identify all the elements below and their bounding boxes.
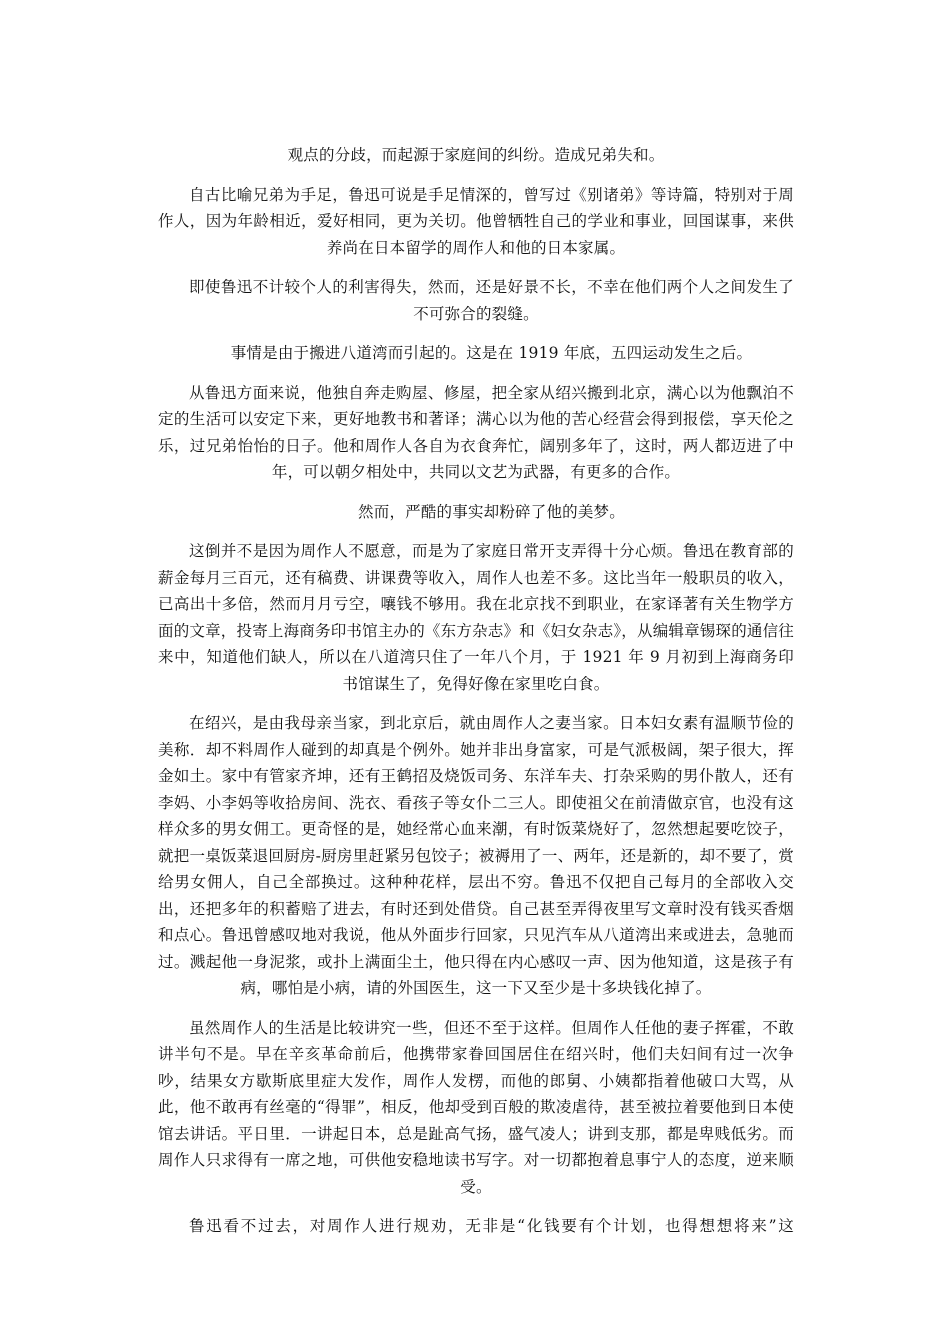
paragraph: 从鲁迅方面来说，他独自奔走购屋、修屋，把全家从绍兴搬到北京，满心以为他飘泊不定的生活可以安定下来，更好地教书和著译；满心以为他的苦心经营会得到报偿，享天伦之乐，过兄弟怡怡的日子。他和周作人各自为衣食奔忙，阔别多年了，这时，两人都迈进了中年，可以朝夕相处中，共同以文艺为武器，有更多的合作。 — [158, 383, 794, 481]
paragraph: 在绍兴，是由我母亲当家，到北京后，就由周作人之妻当家。日本妇女素有温顺节俭的美称．却不料周作人碰到的却真是个例外。她并非出身富家，可是气派极阔，架子很大，挥金如土。家中有管家齐坤，还有王鹤招及烧饭司务、东洋车夫、打杂采购的男仆散人，还有李妈、小李妈等收拾房间、洗衣、看孩子等女仆二三人。即使祖父在前清做京官，也没有这样众多的男女佣工。更奇怪的是，她经常心血来潮，有时饭菜烧好了，忽然想起要吃饺子，就把一桌饭菜退回厨房-厨房里赶紧另包饺子；被褥用了一、两年，还是新的，却不要了，赏给男女佣人，自己全部换过。这种种花样，层出不穷。鲁迅不仅把自己每月的全部收入交出，还把多年的积蓄赔了进去，有时还到处借贷。自己甚至弄得夜里写文章时没有钱买香烟和点心。鲁迅曾感叹地对我说，他从外面步行回家，只见汽车从八道湾出来或进去，急驰而过。溅起他一身泥浆，或扑上满面尘土，他只得在内心感叹一声、因为他知道，这是孩子有病，哪怕是小病，请的外国医生，这一下又至少是十多块钱化掉了。 — [158, 714, 794, 997]
paragraph: 自古比喻兄弟为手足，鲁迅可说是手足情深的，曾写过《别诸弟》等诗篇，特别对于周作人，因为年龄相近，爱好相同，更为关切。他曾牺牲自己的学业和事业，回国谋事，来供养尚在日本留学的周作人和他的日本家属。 — [158, 185, 794, 257]
paragraph: 观点的分歧，而起源于家庭间的纠纷。造成兄弟失和。 — [287, 146, 665, 164]
paragraph: 然而，严酷的事实却粉碎了他的美梦。 — [358, 502, 625, 521]
paragraph: 虽然周作人的生活是比较讲究一些，但还不至于这样。但周作人任他的妻子挥霍，不敢讲半句不是。早在辛亥革命前后，他携带家眷回国居住在绍兴时，他们夫妇间有过一次争吵，结果女方歇斯底里症大发作，周作人发楞，而他的郎舅、小姨都指着他破口大骂，从此，他不敢再有丝毫的“得罪”，相反，他却受到百般的欺凌虐待，甚至被拉着要他到日本使馆去讲话。平日里．一讲起日本，总是趾高气扬，盛气凌人；讲到支那，都是卑贱低劣。而周作人只求得有一席之地，可供他安稳地读书写字。对一切都抱着息事宁人的态度，逆来顺受。 — [158, 1018, 794, 1196]
document-page — [158, 142, 794, 1253]
paragraph: 即使鲁迅不计较个人的利害得失，然而，还是好景不长，不幸在他们两个人之间发生了不可弥合的裂缝。 — [189, 278, 794, 323]
paragraph: 鲁迅看不过去，对周作人进行规劝，无非是“化钱要有个计划，也得想想将来”这 — [189, 1217, 794, 1235]
paragraph: 这倒并不是因为周作人不愿意，而是为了家庭日常开支弄得十分心烦。鲁迅在教育部的薪金每月三百元，还有稿费、讲课费等收入，周作人也差不多。这比当年一般职员的收入，已高出十多倍，然而月月亏空，嚷钱不够用。我在北京找不到职业，在家译著有关生物学方面的文章，投寄上海商务印书馆主办的《东方杂志》和《妇女杂志》，从编辑章锡琛的通信往来中，知道他们缺人，所以在八道湾只住了一年八个月，于 1921 年 9 月初到上海商务印书馆谋生了，免得好像在家里吃白食。 — [158, 542, 794, 693]
paragraph: 事情是由于搬进八道湾而引起的。这是在 1919 年底，五四运动发生之后。 — [230, 344, 753, 362]
